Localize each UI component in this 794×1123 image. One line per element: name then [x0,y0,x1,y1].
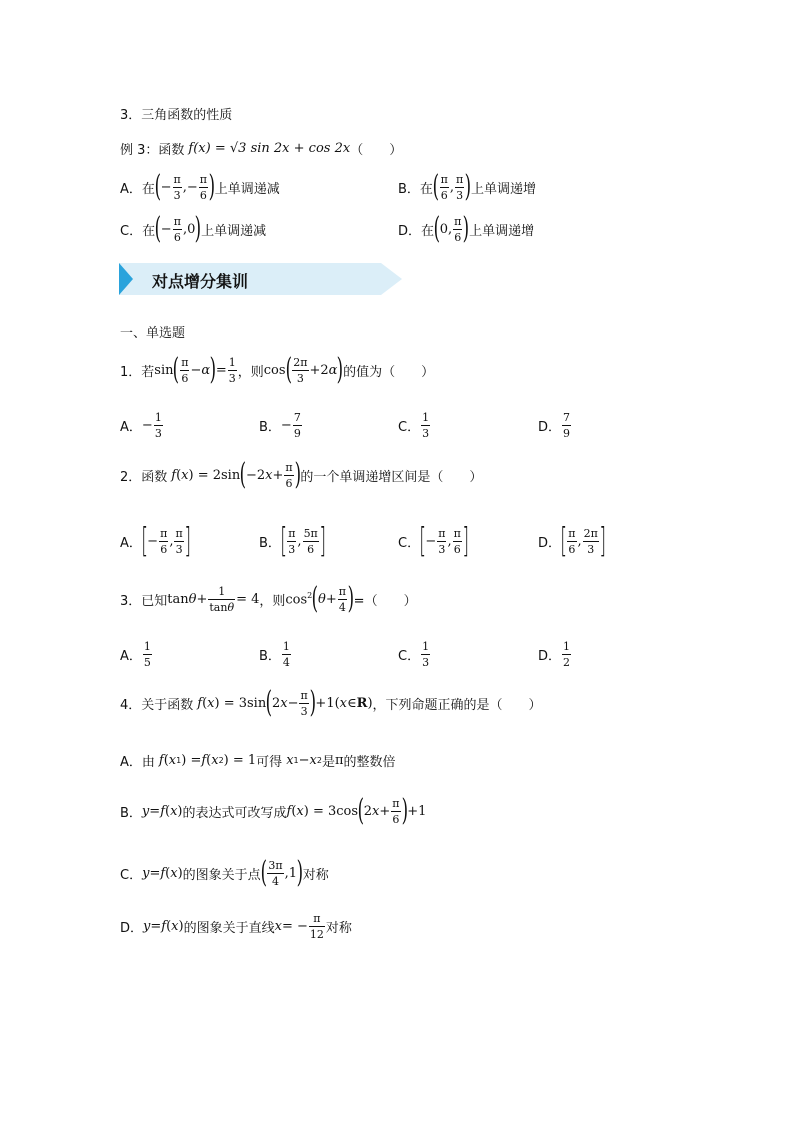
q2-option-d: D． [ $\frac{\pi}{6}$ , $\frac{2\pi}{3}$ ] [538,521,606,561]
option-label: A． [120,535,142,551]
q1-option-a: A． − $\frac{1}{3}$ [120,411,162,440]
option-label: C． [398,535,421,551]
q3-option-c [398,641,431,668]
question-text: ，下列命题正确的是（ ） [372,697,542,713]
option-text: 对称 [325,921,352,936]
option-label: D． [538,535,562,551]
fraction: $\frac{\pi}{3}$ [173,172,181,202]
fraction: $\frac{3\pi}{4}$ [268,858,283,888]
fraction: $\frac{\pi}{6}$ [454,214,462,244]
fraction: $\frac{7}{9}$ [563,411,571,440]
option-text: 的图象关于点 [182,867,261,883]
option-label: A．在 [120,181,155,197]
question-text: 的值为（ ） [343,364,435,380]
option-label: D． [538,649,562,664]
section-title: 一、单选题 [120,326,186,341]
option-text: 上单调递减 [214,181,280,197]
option-label: B．在 [398,181,433,197]
option-label: B． [120,805,142,821]
fraction: $\frac{\pi}{6}$ [173,214,181,244]
question-text: 的一个单调递增区间是（ ） [300,469,483,485]
option-label: A． [120,649,142,664]
example-3-question [120,139,402,158]
fraction: $\frac{\pi}{6}$ [568,526,576,556]
example-option-b: B．在 ( $\frac{\pi}{6}$ , $\frac{\pi}{3}$ ) 上单调递增 [398,169,536,204]
option-label: A． [120,420,142,435]
fraction: $\frac{2\pi}{3}$ [293,355,308,385]
fraction: $\frac{\pi}{3}$ [175,526,183,556]
option-label: B． [259,649,281,664]
option-text: 可得 [256,755,283,770]
fraction: $\frac{1}{4}$ [282,640,290,669]
option-label: C．在 [120,223,156,239]
answer-blank: （ ） [350,143,403,158]
fraction: $\frac{\pi}{4}$ [338,584,346,614]
option-text: 是 [321,755,335,770]
fraction: $\frac{\pi}{3}$ [438,526,446,556]
question-prefix: 1．若 [120,364,155,380]
fraction: $\frac{\pi}{12}$ [309,912,324,941]
q1-option-c [398,412,431,439]
q2-option-a: A． [ − $\frac{\pi}{6}$ , $\frac{\pi}{3}$ ] [120,521,191,561]
fraction: $\frac{\pi}{6}$ [392,796,400,826]
option-label: C． [398,420,421,435]
option-text: 的整数倍 [343,755,396,770]
q1-option-b: B． − $\frac{7}{9}$ [259,411,301,440]
fraction: $\frac{\pi}{3}$ [456,172,464,202]
q4-option-d: D． y = f ( x ) 的图象关于直线 x = − $\frac{\pi}{12}$ 对称 [120,912,352,941]
question-1: 1．若 sin ( $\frac{\pi}{6}$ − α ) = $\frac{1}{3}$ ，则 cos ( $\frac{2\pi}{3}$ +2 α ) 的值为（ ） [120,352,435,387]
option-text: 的图象关于直线 [183,921,275,936]
section-title: 3．三角函数的性质 [120,108,233,123]
option-label: B． [259,420,281,435]
fraction: $\frac{1}{2}$ [563,640,571,669]
example-function: f(x) = √3 sin 2x + cos 2x [188,141,351,156]
option-label: C． [120,867,143,883]
q3-option-b [259,641,292,668]
fraction: $\frac{\pi}{6}$ [285,460,293,490]
fraction: $\frac{7}{9}$ [293,411,301,440]
question-3: 3．已知 tan θ + $\frac{1}{\tan\theta}$ = 4 ，则 $\cos^2$ ( θ + $\frac{\pi}{4}$ ) =（ ） [120,581,417,616]
option-text: 对称 [302,867,329,883]
example-option-a: A．在 ( − $\frac{\pi}{3}$ ,− $\frac{\pi}{6}$ ) 上单调递减 [120,169,280,204]
question-text: ，则 [259,593,286,609]
fraction: $\frac{5\pi}{6}$ [303,526,318,556]
question-prefix: 3．已知 [120,593,168,609]
option-label: B． [259,535,281,551]
fraction: $\frac{1}{3}$ [154,411,162,440]
option-label: C． [398,649,421,664]
option-label: D． [538,420,562,435]
fraction: $\frac{\pi}{6}$ [440,172,448,202]
option-text: 上单调递增 [469,223,535,239]
option-text: 的表达式可改写成 [182,805,287,821]
fraction: $\frac{1}{5}$ [143,640,151,669]
fraction: $\frac{2\pi}{3}$ [583,526,598,556]
option-label: A．由 [120,755,155,770]
option-text: 上单调递减 [201,223,267,239]
fraction: $\frac{1}{\tan\theta}$ [209,584,235,614]
q3-option-a [120,641,153,668]
banner-title: 对点增分集训 [152,272,249,291]
question-4: 4．关于函数 f ( x ) = 3sin ( 2 x − $\frac{\pi}{3}$ ) +1( x ∈ R ) ，下列命题正确的是（ ） [120,685,542,720]
fraction: $\frac{\pi}{3}$ [300,688,308,718]
fraction: $\frac{\pi}{6}$ [181,355,189,385]
question-text: =（ ） [353,593,417,609]
example-label: 例 3：函数 [120,143,185,158]
q4-option-c: C． y = f ( x ) 的图象关于点 ( $\frac{3\pi}{4}$ ,1 ) 对称 [120,855,329,890]
q1-option-d [538,412,572,439]
example-option-d: D．在 ( 0, $\frac{\pi}{6}$ ) 上单调递增 [398,211,535,246]
question-prefix: 2．函数 [120,469,168,485]
option-label: D．在 [398,223,435,239]
q4-option-a: A．由 f ( x 1 ) = f ( x 2 ) = 1 可得 x 1 − x 2 是 π 的整数倍 [120,753,396,770]
question-2: 2．函数 f ( x ) = 2sin ( −2 x + $\frac{\pi}{6}$ ) 的一个单调递增区间是（ ） [120,457,483,492]
option-label: D． [120,921,144,936]
question-prefix: 4．关于函数 [120,697,194,713]
q3-option-d [538,641,572,668]
fraction: $\frac{\pi}{6}$ [199,172,208,202]
fraction: $\frac{\pi}{6}$ [453,526,461,556]
fraction: $\frac{1}{3}$ [422,411,430,440]
fraction: $\frac{\pi}{3}$ [288,526,296,556]
q2-option-c: C． [ − $\frac{\pi}{3}$ , $\frac{\pi}{6}$ ] [398,521,469,561]
q2-option-b: B． [ $\frac{\pi}{3}$ , $\frac{5\pi}{6}$ ] [259,521,326,561]
question-text: ，则 [237,364,264,380]
example-option-c: C．在 ( − $\frac{\pi}{6}$ ,0 ) 上单调递减 [120,211,267,246]
option-text: 上单调递增 [470,181,536,197]
fraction: $\frac{\pi}{6}$ [160,526,168,556]
q4-option-b: B． y = f ( x ) 的表达式可改写成 f ( x ) = 3cos ( 2 x + $\frac{\pi}{6}$ ) +1 [120,793,427,828]
fraction: $\frac{1}{3}$ [422,640,430,669]
fraction: $\frac{1}{3}$ [228,355,236,385]
